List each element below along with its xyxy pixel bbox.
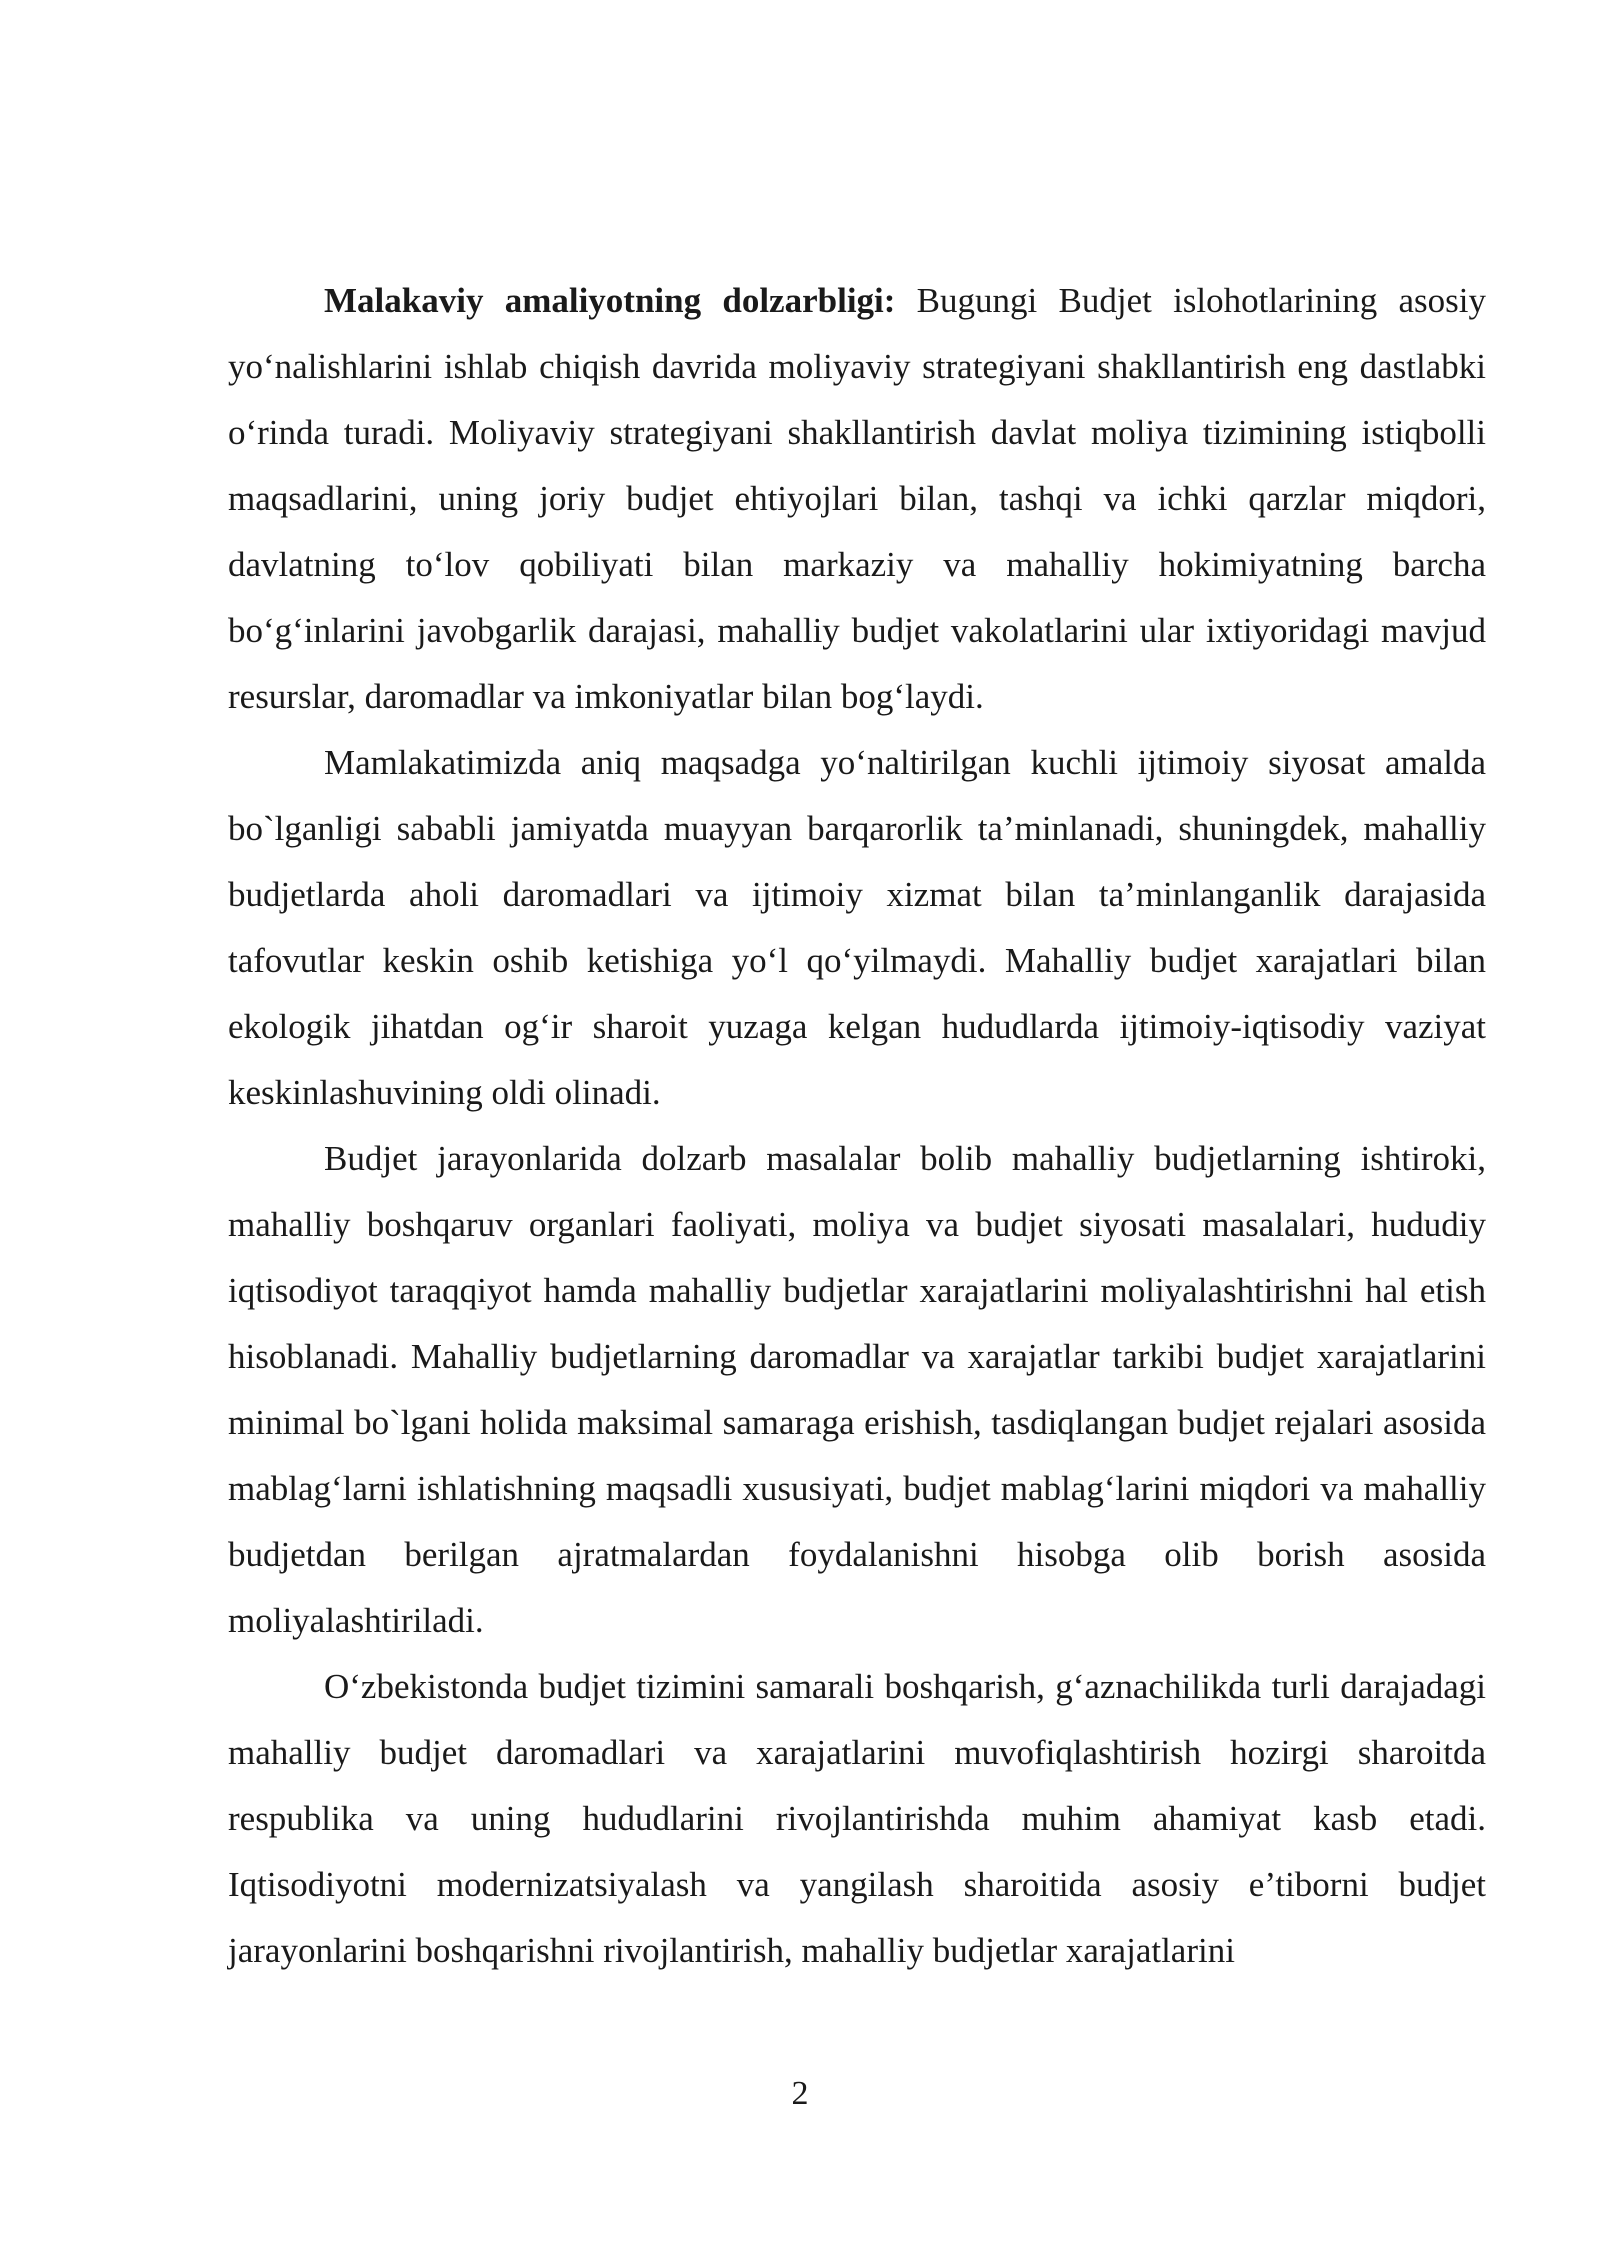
- page-number: 2: [791, 2075, 809, 2112]
- body-text: [228, 268, 1486, 1984]
- paragraph-text: Bugungi Budjet islohotlarining asosiy yo‘nalishlarini ishlab chiqish davrida moliyaviy strategiyani shakllantirish eng dastlabki o‘rinda turadi. Moliyaviy strategiyani shakllantirish davlat moliya tizimining istiqbolli maqsadlarini, uning joriy budjet ehtiyojlari bilan, tashqi va ichki qarzlar miqdori, davlatning to‘lov qobiliyati bilan markaziy va mahalliy hokimiyatning barcha bo‘g‘inlarini javobgarlik darajasi, mahalliy budjet vakolatlarini ular ixtiyoridagi mavjud resurslar, daromadlar va imkoniyatlar bilan bog‘laydi.: [228, 281, 1486, 716]
- paragraph-uzbekistan-budget: O‘zbekistonda budjet tizimini samarali boshqarish, g‘aznachilikda turli darajadagi mahalliy budjet daromadlari va xarajatlarini muvofiqlashtirish hozirgi sharoitda respublika va uning hududlarini rivojlantirishda muhim ahamiyat kasb etadi. Iqtisodiyotni modernizatsiyalash va yangilash sharoitida asosiy e’tiborni budjet jarayonlarini boshqarishni rivojlantirish, mahalliy budjetlar xarajatlarini: [228, 1667, 1486, 1970]
- paragraph-heading: Malakaviy amaliyotning dolzarbligi:: [324, 281, 896, 320]
- paragraph-relevance: [228, 268, 1486, 730]
- paragraph-social-policy: Mamlakatimizda aniq maqsadga yo‘naltirilgan kuchli ijtimoiy siyosat amalda bo`lganligi sababli jamiyatda muayyan barqarorlik ta’minlanadi, shuningdek, mahalliy budjetlarda aholi daromadlari va ijtimoiy xizmat bilan ta’minlanganlik darajasida tafovutlar keskin oshib ketishiga yo‘l qo‘yilmaydi. Mahalliy budjet xarajatlari bilan ekologik jihatdan og‘ir sharoit yuzaga kelgan hududlarda ijtimoiy-iqtisodiy vaziyat keskinlashuvining oldi olinadi.: [228, 743, 1486, 1112]
- paragraph-budget-processes: Budjet jarayonlarida dolzarb masalalar bolib mahalliy budjetlarning ishtiroki, mahalliy boshqaruv organlari faoliyati, moliya va budjet siyosati masalalari, hududiy iqtisodiyot taraqqiyot hamda mahalliy budjetlar xarajatlarini moliyalashtirishni hal etish hisoblanadi. Mahalliy budjetlarning daromadlar va xarajatlar tarkibi budjet xarajatlarini minimal bo`lgani holida maksimal samaraga erishish, tasdiqlangan budjet rejalari asosida mablag‘larni ishlatishning maqsadli xususiyati, budjet mablag‘larini miqdori va mahalliy budjetdan berilgan ajratmalardan foydalanishni hisobga olib borish asosida moliyalashtiriladi.: [228, 1139, 1486, 1640]
